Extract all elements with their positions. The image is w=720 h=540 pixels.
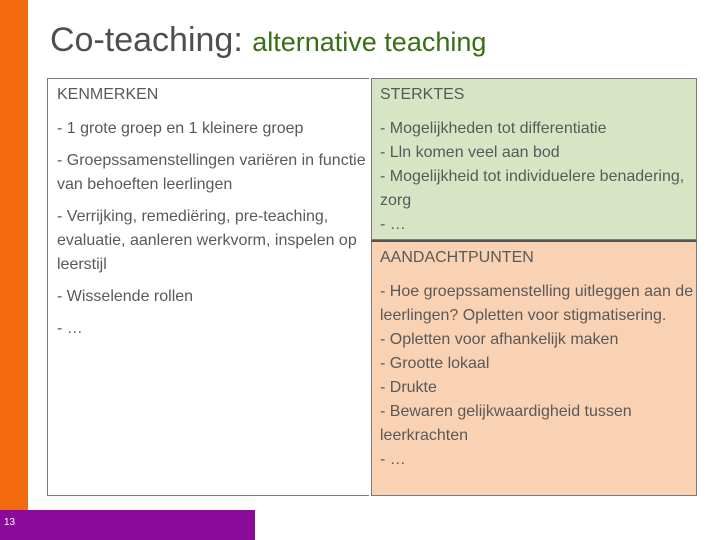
title-subtitle: alternative teaching [252, 27, 487, 57]
title-main: Co-teaching: [50, 21, 243, 59]
attention-item: - Opletten voor afhankelijk maken [380, 331, 619, 348]
attention-item: - Drukte [380, 379, 437, 396]
attention-points-panel [371, 240, 697, 496]
slide-number: 13 [4, 517, 16, 528]
strength-item: - Lln komen veel aan bod [380, 144, 560, 161]
attention-item: - Grootte lokaal [380, 355, 490, 372]
characteristic-item: - 1 grote groep en 1 kleinere groep [57, 120, 304, 137]
purple-footer-bar [0, 510, 255, 540]
characteristic-item: - … [57, 320, 83, 337]
attention-item: - Bewaren gelijkwaardigheid tussen leerkrachten [380, 403, 632, 444]
strength-item: - … [380, 216, 406, 233]
attention-header: AANDACHTPUNTEN [380, 249, 534, 266]
strength-item: - Mogelijkheden tot differentiatie [380, 120, 607, 137]
slide-title [50, 18, 486, 64]
strengths-panel [371, 78, 697, 240]
characteristic-item: - Verrijking, remediëring, pre-teaching, evaluatie, aanleren werkvorm, inspelen op leerstijl [57, 208, 357, 273]
characteristics-panel [47, 78, 369, 496]
characteristic-item: - Groepssamenstellingen variëren in functie van behoeften leerlingen [57, 152, 366, 193]
characteristic-item: - Wisselende rollen [57, 288, 194, 305]
attention-item: - … [380, 451, 406, 468]
orange-side-bar [0, 0, 28, 540]
attention-item: - Hoe groepssamenstelling uitleggen aan de leerlingen? Opletten voor stigmatisering. [380, 283, 694, 324]
strength-item: - Mogelijkheid tot individuelere benadering, zorg [380, 168, 685, 209]
characteristics-header: KENMERKEN [57, 86, 159, 103]
strengths-header: STERKTES [380, 86, 465, 103]
